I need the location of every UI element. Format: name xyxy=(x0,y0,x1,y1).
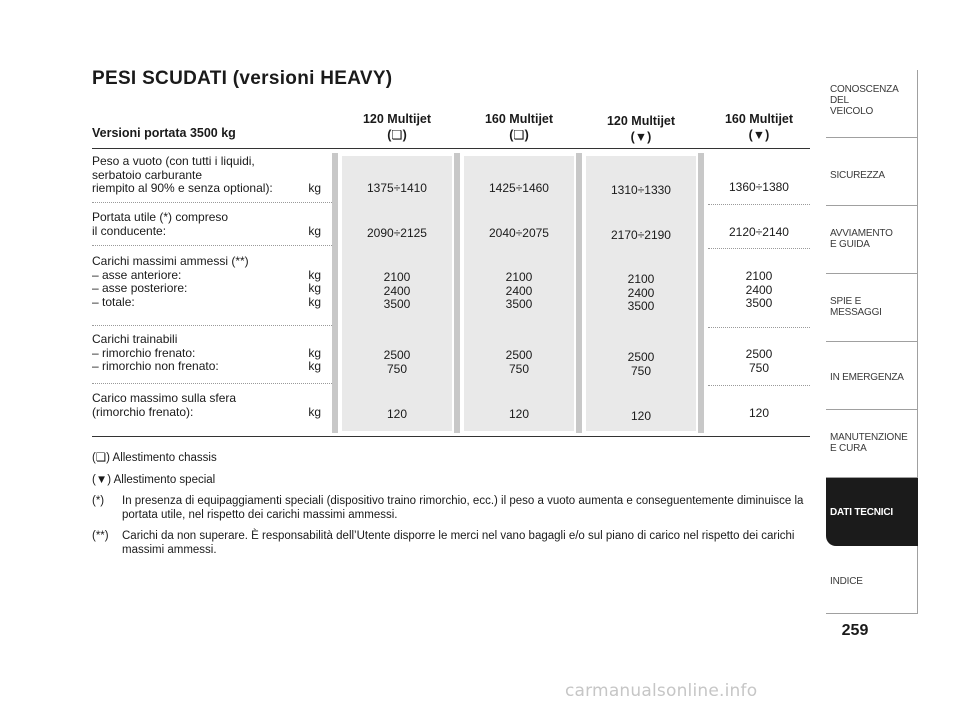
note-marker: (*) xyxy=(92,495,105,507)
sidebar-item-label: IN EMERGENZA xyxy=(830,372,904,383)
sidebar-item-dati-tecnici[interactable] xyxy=(826,478,918,546)
table-cell: 120 xyxy=(386,407,408,421)
sidebar-item-label: SPIE E MESSAGGI xyxy=(830,296,882,318)
row-unit: kg kg xyxy=(308,345,321,373)
column-header: 120 Multijet (❏) xyxy=(362,112,432,142)
note-special: (▼) Allestimento special xyxy=(92,473,216,486)
sidebar-item-spie[interactable] xyxy=(826,274,918,342)
row-separator xyxy=(92,325,332,326)
row-unit: kg xyxy=(308,223,321,238)
table-cell: 2100 2400 3500 xyxy=(745,269,773,310)
table-cell: 2170÷2190 xyxy=(611,228,671,242)
sidebar-item-avviamento[interactable] xyxy=(826,206,918,274)
note-text: In presenza di equipaggiamenti speciali (dispositivo traino rimorchio, ecc.) il peso a vuoto aumenta e conseguentemente diminuisce la portata utile, nel rispetto dei carichi massimi ammessi. xyxy=(122,495,804,521)
sidebar-item-manutenzione[interactable] xyxy=(826,410,918,478)
row-separator xyxy=(92,383,332,384)
sidebar-item-emergenza[interactable] xyxy=(826,342,918,410)
row-unit: kg xyxy=(308,404,321,419)
column-divider xyxy=(576,153,582,433)
column-separator xyxy=(708,204,810,205)
column-divider xyxy=(454,153,460,433)
row-separator xyxy=(92,202,332,203)
column-separator xyxy=(708,385,810,386)
sidebar-item-indice[interactable] xyxy=(826,546,918,614)
column-separator xyxy=(708,248,810,249)
table-cell: 2500 750 xyxy=(745,347,773,375)
column-header: 160 Multijet (▼) xyxy=(724,112,794,142)
note-chassis: (❏) Allestimento chassis xyxy=(92,452,217,464)
row-unit: kg kg kg xyxy=(308,267,321,309)
note-marker: (**) xyxy=(92,530,109,542)
table-cell: 2120÷2140 xyxy=(729,225,789,239)
watermark: carmanualsonline.info xyxy=(565,681,758,701)
table-cell: 2500 750 xyxy=(627,350,655,378)
row-label: Peso a vuoto (con tutti i liquidi, serbatoio carburante riempito al 90% e senza optional): xyxy=(92,154,273,195)
sidebar-item-label: MANUTENZIONE E CURA xyxy=(830,432,908,454)
table-cell: 2500 750 xyxy=(505,348,533,376)
table-cell: 2100 2400 3500 xyxy=(383,270,411,311)
note-text: Carichi da non superare. È responsabilità dell’Utente disporre le merci nel vano bagagli e/o sul piano di carico nel rispetto dei carichi massimi ammessi. xyxy=(122,530,795,556)
row-separator xyxy=(92,245,332,246)
row-label: Carico massimo sulla sfera (rimorchio frenato): xyxy=(92,391,237,419)
table-cell: 2100 2400 3500 xyxy=(627,272,655,313)
page-title: PESI SCUDATI (versioni HEAVY) xyxy=(92,68,393,89)
sidebar-item-label: SICUREZZA xyxy=(830,170,885,181)
table-cell: 1425÷1460 xyxy=(489,181,549,195)
column-header: 160 Multijet (❏) xyxy=(484,112,554,142)
table-cell: 120 xyxy=(630,409,652,423)
row-label: Carichi trainabili – rimorchio frenato: – rimorchio non frenato: xyxy=(92,332,219,373)
table-cell: 2090÷2125 xyxy=(367,226,427,240)
table-cell: 2040÷2075 xyxy=(489,226,549,240)
column-divider xyxy=(332,153,338,433)
note-empty-weight xyxy=(92,495,814,522)
sidebar-item-conoscenza[interactable] xyxy=(826,70,918,138)
table-cell: 120 xyxy=(508,407,530,421)
sidebar-item-label: CONOSCENZA DEL VEICOLO xyxy=(830,84,899,117)
table-cell: 2500 750 xyxy=(383,348,411,376)
sidebar-item-sicurezza[interactable] xyxy=(826,138,918,206)
table-header-label: Versioni portata 3500 kg xyxy=(92,126,236,140)
table-cell: 1360÷1380 xyxy=(729,180,789,194)
page-number: 259 xyxy=(841,622,869,639)
table-bottom-rule xyxy=(92,436,810,437)
table-cell: 120 xyxy=(748,406,770,420)
weights-table xyxy=(92,108,810,438)
column-separator xyxy=(708,327,810,328)
table-cell: 1375÷1410 xyxy=(367,181,427,195)
table-cell: 1310÷1330 xyxy=(611,183,671,197)
section-sidebar xyxy=(826,70,918,614)
table-top-rule xyxy=(92,148,810,149)
row-unit: kg xyxy=(308,181,321,195)
footnotes xyxy=(92,452,814,565)
sidebar-item-label: AVVIAMENTO E GUIDA xyxy=(830,228,893,250)
sidebar-item-label: DATI TECNICI xyxy=(830,507,893,518)
row-label: Portata utile (*) compreso il conducente: xyxy=(92,210,229,238)
column-header: 120 Multijet (▼) xyxy=(606,114,676,144)
row-label: Carichi massimi ammessi (**) – asse anteriore: – asse posteriore: – totale: xyxy=(92,254,249,309)
sidebar-item-label: INDICE xyxy=(830,576,863,587)
table-cell: 2100 2400 3500 xyxy=(505,270,533,311)
note-max-loads xyxy=(92,530,814,557)
